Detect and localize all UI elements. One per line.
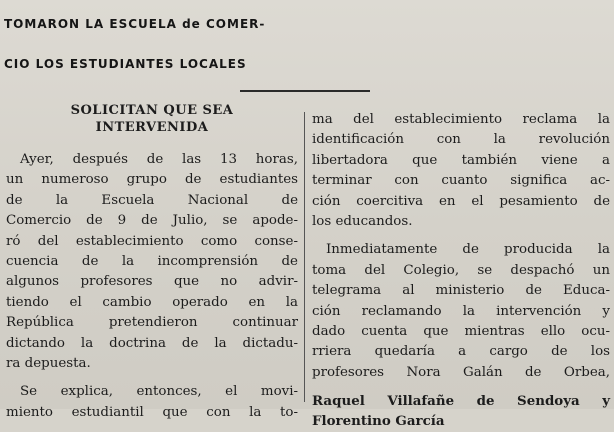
text-line: telegrama al ministerio de Educa- — [312, 283, 610, 299]
subheadline-line-2: INTERVENIDA — [95, 120, 209, 135]
text-line: terminar con cuanto significa ac- — [312, 173, 610, 189]
text-line: República pretendieron continuar — [6, 315, 298, 331]
left-column — [6, 102, 298, 423]
column-divider — [304, 112, 305, 402]
text-line: ción coercitiva en el pesamiento de — [312, 193, 610, 209]
text-line: Ayer, después de las 13 horas, — [20, 152, 298, 167]
text-line: un numeroso grupo de estudiantes — [6, 172, 298, 188]
subheadline-line-1: SOLICITAN QUE SEA — [70, 103, 234, 118]
text-line: ró del establecimiento como conse- — [6, 233, 298, 249]
text-line: toma del Colegio, se despachó un — [312, 262, 610, 278]
right-column — [312, 110, 610, 432]
text-line: cuencia de la incomprensión de — [6, 253, 298, 269]
text-line: dictando la doctrina de la dictadu- — [6, 335, 298, 351]
right-paragraph-1 — [312, 110, 610, 232]
headline-line-1: TOMARON LA ESCUELA de COMER- — [4, 17, 266, 31]
text-line: ción reclamando la intervención y — [312, 303, 610, 319]
text-line: dado cuenta que mientras ello ocu- — [312, 323, 610, 339]
text-line: Comercio de 9 de Julio, se apode- — [6, 213, 298, 229]
text-line: identificación con la revolución — [312, 132, 610, 148]
text-line: Inmediatamente de producida la — [326, 242, 610, 258]
headline-line-2: CIO LOS ESTUDIANTES LOCALES — [4, 57, 247, 71]
text-line: Se explica, entonces, el movi- — [20, 384, 298, 400]
text-line: algunos profesores que no advir- — [6, 274, 298, 290]
text-line: ra depuesta. — [6, 355, 91, 371]
left-paragraph-1 — [6, 150, 298, 374]
text-line: profesores Nora Galán de Orbea, — [312, 364, 610, 380]
text-line: los educandos. — [312, 213, 413, 229]
signature-line: Florentino García — [312, 413, 445, 430]
signatures — [312, 391, 610, 432]
left-paragraph-2 — [6, 382, 298, 423]
text-line: rriera quedaría a cargo de los — [312, 344, 610, 360]
subheadline — [6, 102, 298, 136]
text-line: de la Escuela Nacional de — [6, 192, 298, 208]
text-line: libertadora que también viene a — [312, 152, 610, 168]
text-line: ma del establecimiento reclama la — [312, 112, 610, 127]
headline-rule — [240, 90, 370, 92]
text-line: miento estudiantil que con la to- — [6, 404, 298, 420]
text-line: tiendo el cambio operado en la — [6, 294, 298, 310]
right-paragraph-2 — [312, 240, 610, 383]
headline — [0, 4, 614, 84]
signature-line: Raquel Villafañe de Sendoya y — [312, 393, 610, 410]
